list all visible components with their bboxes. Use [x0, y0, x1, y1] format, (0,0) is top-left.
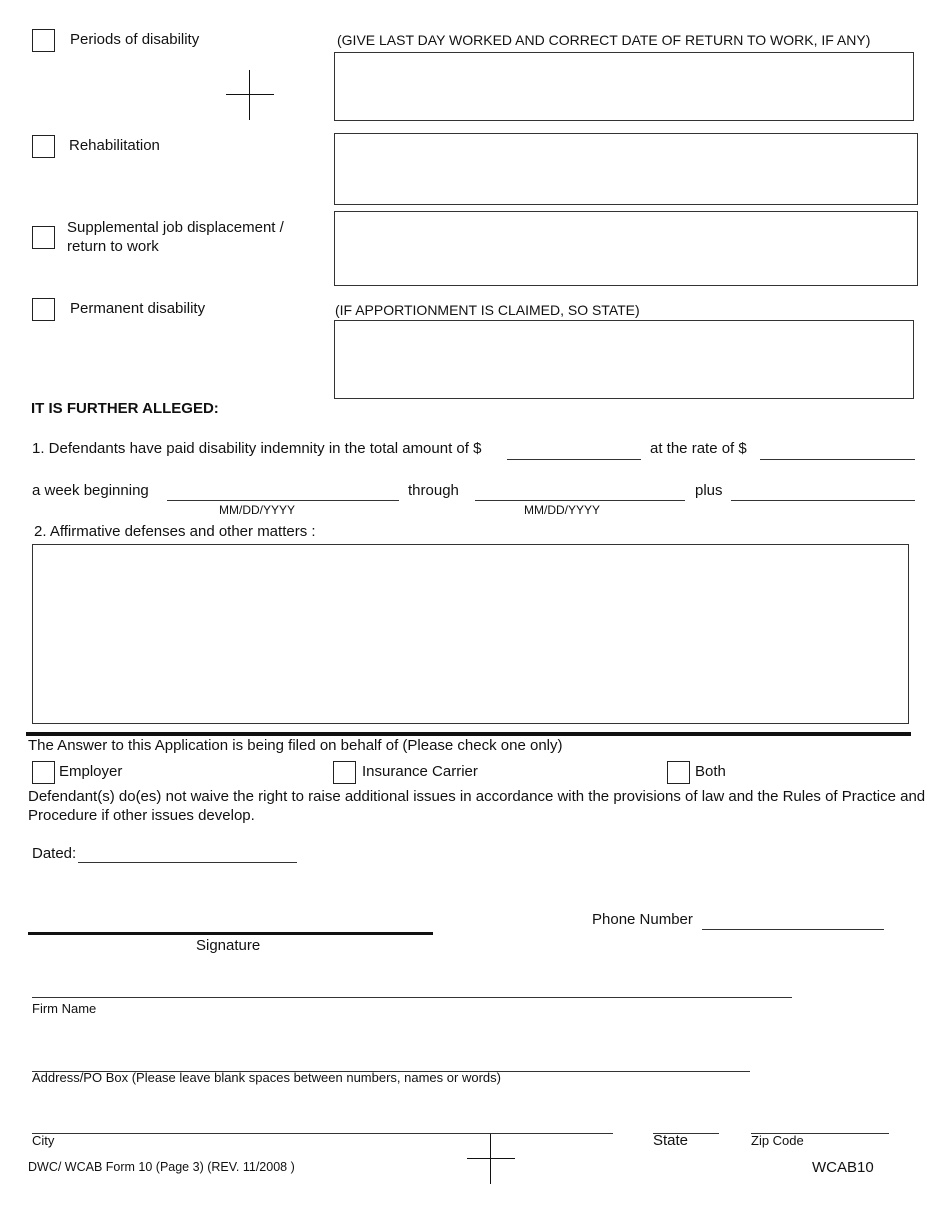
permanent-disability-box[interactable] [334, 320, 914, 399]
phone-number-label: Phone Number [592, 911, 693, 928]
waiver-text: Defendant(s) do(es) not waive the right to raise additional issues in accordance with the provisions of law and the Rules of Practice and Procedure if other issues develop. [28, 788, 926, 824]
through-label: through [408, 482, 459, 499]
zip-code-label: Zip Code [751, 1133, 804, 1148]
rate-input[interactable] [760, 442, 915, 460]
signature-label: Signature [196, 937, 261, 954]
permanent-disability-note: (IF APPORTIONMENT IS CLAIMED, SO STATE) [335, 302, 640, 318]
zip-code-input[interactable] [751, 1116, 889, 1134]
dated-label: Dated: [32, 845, 77, 862]
rehabilitation-checkbox[interactable] [32, 135, 55, 158]
plus-label: plus [695, 482, 723, 499]
week-beginning-label: a week beginning [32, 482, 149, 499]
rehabilitation-label: Rehabilitation [69, 137, 160, 154]
form-id: DWC/ WCAB Form 10 (Page 3) (REV. 11/2008 ) [28, 1160, 295, 1174]
periods-of-disability-label: Periods of disability [70, 31, 200, 48]
rate-label: at the rate of $ [650, 440, 747, 457]
insurance-carrier-label: Insurance Carrier [362, 763, 478, 780]
filed-on-behalf-question: The Answer to this Application is being filed on behalf of (Please check one only) [28, 737, 563, 754]
both-checkbox[interactable] [667, 761, 690, 784]
phone-number-input[interactable] [702, 912, 884, 930]
supplemental-label: Supplemental job displacement / return to work [67, 219, 284, 255]
affirmative-defenses-box[interactable] [32, 544, 909, 724]
through-date-input[interactable] [475, 483, 685, 501]
plus-input[interactable] [731, 483, 915, 501]
registration-mark-top [226, 70, 274, 120]
week-beginning-date-input[interactable] [167, 483, 399, 501]
registration-mark-bottom [467, 1134, 515, 1184]
form-code: WCAB10 [812, 1159, 874, 1176]
item1-text: 1. Defendants have paid disability indemnity in the total amount of $ [32, 440, 482, 457]
total-amount-input[interactable] [507, 442, 641, 460]
insurance-carrier-checkbox[interactable] [333, 761, 356, 784]
section-divider [26, 732, 911, 736]
state-label: State [653, 1132, 689, 1149]
city-label: City [32, 1133, 55, 1148]
address-label: Address/PO Box (Please leave blank spaces between numbers, names or words) [32, 1070, 501, 1085]
employer-label: Employer [59, 763, 123, 780]
periods-of-disability-box[interactable] [334, 52, 914, 121]
item2-text: 2. Affirmative defenses and other matters : [34, 523, 316, 540]
periods-of-disability-note: (GIVE LAST DAY WORKED AND CORRECT DATE OF RETURN TO WORK, IF ANY) [337, 32, 871, 48]
dated-input[interactable] [78, 845, 297, 863]
through-date-hint: MM/DD/YYYY [524, 503, 601, 517]
permanent-disability-checkbox[interactable] [32, 298, 55, 321]
both-label: Both [695, 763, 726, 780]
firm-name-label: Firm Name [32, 1001, 97, 1016]
further-alleged-heading: IT IS FURTHER ALLEGED: [31, 400, 219, 417]
permanent-disability-label: Permanent disability [70, 300, 206, 317]
supplemental-box[interactable] [334, 211, 918, 286]
employer-checkbox[interactable] [32, 761, 55, 784]
firm-name-input[interactable] [32, 980, 792, 998]
supplemental-checkbox[interactable] [32, 226, 55, 249]
week-beginning-date-hint: MM/DD/YYYY [219, 503, 296, 517]
rehabilitation-box[interactable] [334, 133, 918, 205]
city-input[interactable] [32, 1116, 613, 1134]
periods-of-disability-checkbox[interactable] [32, 29, 55, 52]
signature-field[interactable] [28, 895, 433, 935]
